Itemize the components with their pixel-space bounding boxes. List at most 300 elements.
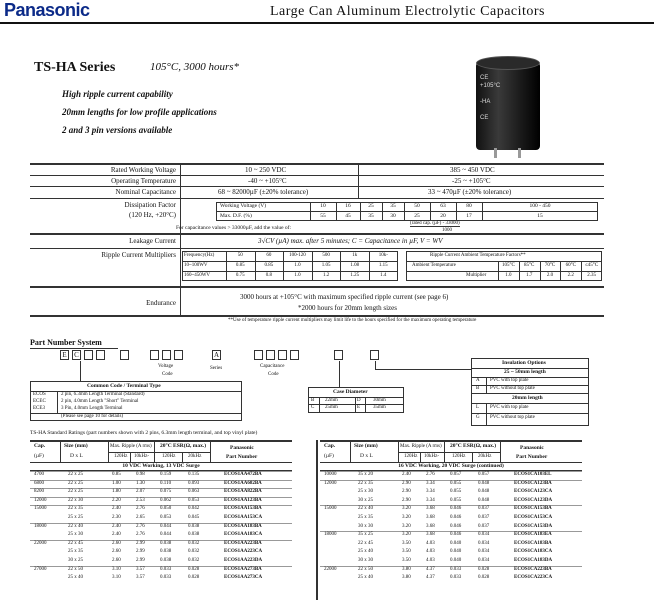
row-r120: 3.10 [112,575,121,581]
capacitor-top [476,56,540,70]
operating-temp-1: -40 ~ +105°C [248,177,287,185]
col-r10k: 10kHz- [134,454,149,459]
row-cap: 6800 [34,480,44,486]
df-voltage: 50 [414,203,420,209]
ratings-rule [108,452,210,453]
row-e20k: 0.028 [188,575,200,581]
col-cap: Cap. [324,443,336,449]
case-c2: D [357,398,361,403]
row-r10k: 4.03 [426,549,435,555]
feature-3: 2 and 3 pin versions available [62,125,173,135]
common-title: Common Code / Terminal Type [87,383,161,389]
row-size: 22 x 40 [68,523,83,529]
ratings-divider [420,452,421,462]
row-r120: 2.40 [402,472,411,477]
case-diameter-table [308,387,404,413]
ripple-freq: 1k [352,253,358,258]
row-part-number: ECOS1AA273BA [224,566,262,572]
row-size: 22 x 45 [358,540,373,546]
row-e20k: 0.032 [188,540,200,546]
cap-label-4: CE [480,115,489,121]
document-title: Large Can Aluminum Electrolytic Capacitors [270,4,546,19]
row-r10k: 3.68 [426,506,435,512]
ripple-freq: 10k- [378,253,388,258]
row-size: 22 x 35 [358,480,373,486]
nominal-cap-1: 68 ~ 82000µF (±20% tolerance) [218,188,309,196]
row-part-number: ECOS1CA223CA [514,575,553,581]
row-e20k: 0.037 [478,506,490,512]
voltage-sub: Code [162,372,173,377]
df-value: 35 [368,213,374,219]
header-rule [0,22,654,24]
row-part-number: ECOS1CA123CA [514,489,553,495]
df-voltage: 100 - 450 [529,203,551,209]
row-size: 25 x 25 [68,515,83,520]
amb-temp: 85°C [524,263,535,268]
ins-desc-g: PVC without top plate [490,415,535,420]
rated-voltage-label: Rated Working Voltage [110,166,176,174]
row-size: 22 x 50 [68,566,83,572]
row-r120: 2.40 [112,532,121,538]
row-part-number: ECOS1CA183EA [514,532,552,538]
row-r10k: 2.65 [136,515,145,520]
row-e120: 0.040 [450,558,462,563]
voltage-label: Voltage [158,364,174,369]
row-e20k: 0.028 [478,575,490,581]
row-part-number: ECOS1AA273CA [224,575,263,581]
col-r10k: 10kHz- [424,454,439,459]
amb-temp: 105°C [501,263,515,268]
ripple-mult: 0.8 [265,273,273,278]
row-part-number: ECOS1CA153DA [514,523,553,529]
row-cap: 15000 [324,506,337,512]
common-code-3: ECE3 [33,406,45,411]
case-c3: C [311,405,315,410]
ratings-divider [398,442,399,462]
df-value: 20 [440,213,446,219]
capacitor-image [476,62,540,150]
row-e120: 0.062 [160,497,172,503]
row-size: 22 x 35 [68,506,83,512]
ratings-divider [154,442,155,462]
ripple-freq: 60 [266,253,272,258]
series-label: Series [210,366,223,371]
df-max-label: Max. D.F. (%) [220,213,252,219]
series-name: TS-HA Series [34,60,116,75]
col-pn-sub: Part Number [226,454,258,460]
operating-temp-label: Operating Temperature [111,177,176,185]
row-r120: 2.40 [112,506,121,512]
row-size: 22 x 25 [68,472,83,477]
row-r120: 3.80 [402,575,411,581]
row-r10k: 4.03 [426,540,435,546]
row-r120: 2.90 [402,497,411,503]
ripple-freq: 100-120 [289,253,306,258]
ratings-divider [350,442,351,462]
row-r120: 3.80 [402,566,411,572]
freq-header: Frequency(Hz) [184,253,215,258]
row-size: 25 x 40 [68,575,83,581]
col-e20k: 20kHz [478,454,492,459]
ratings-divider [500,442,501,462]
row-e20k: 0.135 [188,472,200,477]
pn-box [84,350,93,360]
col-esr: 20°C ESR(Ω, max.) [450,443,497,449]
col-pn: Panasonic [520,445,544,451]
row-e20k: 0.032 [188,558,200,563]
row-e20k: 0.048 [478,489,490,495]
row-e120: 0.044 [160,523,172,529]
row-part-number: ECOS1AA123BA [224,497,262,503]
row-cap: 18000 [34,523,47,529]
row-size: 25 x 35 [358,515,373,520]
right-section-title: 16 VDC Working, 20 VDC Surge (continued) [398,463,504,469]
row-part-number: ECOS1CA103EL [514,472,552,477]
ratings-table [30,440,630,600]
row-part-number: ECOS1CA183DA [514,558,553,563]
series-temp: 105°C, 3000 hours* [150,61,240,73]
row-r10k: 4.03 [426,558,435,563]
row-r10k: 2.76 [136,506,145,512]
row-size: 35 x 25 [358,532,373,538]
row-r10k: 3.34 [426,497,435,503]
operating-temp-2: -25 ~ +105°C [452,177,491,185]
col-ripple: Max. Ripple (A rms) [400,444,442,449]
common-code-2: ECEC [33,399,46,404]
row-r10k: 3.34 [426,489,435,495]
ripple-freq: 50 [237,253,243,258]
col-cap-unit: (µF) [34,453,44,459]
col-size-sub: D x L [70,453,83,459]
row-e120: 0.038 [160,558,172,563]
df-voltage: 25 [368,203,374,209]
row-size: 22 x 50 [358,566,373,572]
row-e20k: 0.038 [188,532,200,538]
pn-box [266,350,275,360]
ripple-label: Ripple Current Multipliers [101,251,176,259]
row-size: 30 x 25 [358,497,373,503]
ratings-divider [108,442,109,462]
row-e20k: 0.053 [188,497,200,503]
row-e20k: 0.038 [188,523,200,529]
row-e120: 0.055 [450,497,462,503]
row-e120: 0.040 [450,549,462,555]
row-cap: 15000 [34,506,47,512]
row-r120: 2.60 [112,558,121,563]
ratings-divider [472,452,473,462]
row-size: 22 x 25 [68,489,83,495]
col-cap: Cap. [34,443,46,449]
df-value: 25 [414,213,420,219]
ins-sub1: 25 ~ 50mm length [504,369,546,375]
row-size: 35 x 20 [358,472,373,477]
capacitor-pin [494,148,497,158]
col-e120: 120Hz [452,454,466,459]
row-e120: 0.159 [160,472,172,477]
row-r10k: 3.57 [136,566,145,572]
row-r120: 2.20 [112,497,121,503]
df-voltage-label: Working Voltage (V) [220,203,267,209]
ratings-rule [398,452,500,453]
ins-sub2: 20mm length [512,395,543,401]
case-d2: 30mm [373,398,386,403]
spec-table [30,163,604,333]
ripple-mult: 1.2 [322,273,330,278]
row-part-number: ECOS1AA223DA [224,558,263,563]
common-code-1: ECOS [33,392,46,397]
df-voltage: 10 [320,203,326,209]
common-note: (Please see page 10 for details) [61,414,124,419]
ins-code-l: L [476,405,480,410]
row-e120: 0.110 [160,480,172,486]
col-e120: 120Hz [162,454,176,459]
ripple-mult: 1.0 [294,273,301,278]
amb-title: Ripple Current Ambient Temperature Factors** [430,253,526,258]
row-part-number: ECOS1AA822BA [224,489,262,495]
amb-label: Ambient Temperature [412,263,456,268]
row-r120: 2.90 [402,489,411,495]
row-part-number: ECOS1AA183BA [224,523,262,529]
row-r120: 3.10 [112,566,121,572]
row-e20k: 0.048 [478,497,490,503]
ratings-divider [130,452,131,462]
pn-box [162,350,171,360]
dissipation-sub: (120 Hz, +20°C) [129,211,176,219]
amb-mult: 2.2 [567,273,574,278]
row-r10k: 2.99 [136,558,145,563]
ripple-mult: 0.85 [264,263,274,268]
amb-mult: 1.0 [505,273,512,278]
row-r10k: 2.99 [136,540,145,546]
ripple-freq: 500 [322,253,330,258]
df-fraction-num: (rated cap. (µF) - 33000) [410,221,460,226]
cap-label-1: CE [480,75,489,81]
row-r10k: 2.99 [136,549,145,555]
col-r120: 120Hz [404,454,418,459]
col-esr: 20°C ESR(Ω, max.) [160,443,207,449]
pn-box [96,350,105,360]
row-part-number: ECOS1CA123BA [514,480,552,486]
row-r10k: 3.68 [426,515,435,520]
df-voltage: 16 [345,203,351,209]
row-r10k: 3.57 [136,575,145,581]
row-cap: 8200 [34,489,44,495]
feature-2: 20mm lengths for low profile applications [62,107,217,117]
row-cap: 12000 [324,480,337,486]
case-d3: 25mm [325,405,338,410]
pn-box [120,350,129,360]
row-part-number: ECOS1AA223CA [224,549,263,555]
insulation-table [471,358,589,426]
row-e20k: 0.042 [188,506,200,512]
row-r10k: 2.76 [136,523,145,529]
col-pn-sub: Part Number [516,454,548,460]
row-size: 25 x 40 [358,575,373,581]
row-r120: 3.20 [402,506,411,512]
df-voltage: 63 [440,203,446,209]
endurance-line2: *2000 hours for 20mm length sizes [298,304,397,312]
pn-box-ins [370,350,379,360]
row-cap: 22000 [34,540,47,546]
row-part-number: ECOS1AA153BA [224,506,262,512]
row-e120: 0.038 [160,549,172,555]
cap-label-2: +105°C [480,83,501,89]
pn-box-case [334,350,343,360]
row-e120: 0.046 [450,523,462,529]
row-r10k: 3.34 [426,480,435,486]
common-desc-3: 3 Pin, 4.0mm Length Terminal [61,406,123,411]
pn-box-c: C [72,350,81,360]
row-e120: 0.046 [450,515,462,520]
row-e120: 0.040 [450,540,462,546]
cap-code-sub: Code [268,372,279,377]
row-e20k: 0.032 [188,549,200,555]
row-r10k: 3.68 [426,523,435,529]
row-size: 22 x 25 [68,480,83,486]
row-r120: 3.20 [402,532,411,538]
row-size: 25 x 30 [68,532,83,538]
row-r120: 3.50 [402,540,411,546]
row-e20k: 0.034 [478,532,490,538]
row-r120: 3.20 [402,523,411,529]
row-e20k: 0.034 [478,540,490,546]
df-note: For capacitance values > 33000µF, add the value of: [176,225,292,231]
df-value: 45 [345,213,351,219]
ratings-divider [210,442,211,462]
row-part-number: ECOS1CA153BA [514,506,552,512]
row-e20k: 0.045 [188,515,200,520]
row-e20k: 0.037 [478,523,490,529]
row-e120: 0.033 [450,575,462,581]
ins-desc-b: PVC without top plate [490,386,535,391]
row-r10k: 4.37 [426,566,435,572]
row-size: 30 x 25 [68,558,83,563]
ripple-mult: 1.0 [294,263,301,268]
row-size: 25 x 30 [358,489,373,495]
row-r10k: 4.37 [426,575,435,581]
nominal-cap-label: Nominal Capacitance [115,188,176,196]
row-size: 25 x 35 [68,549,83,555]
col-size: Size (mm) [354,443,378,449]
ins-desc-l: PVC with top plate [490,405,529,410]
row-size: 22 x 40 [358,506,373,512]
cap-label-3: -HA [480,99,491,105]
row-r120: 2.90 [402,480,411,486]
dissipation-label: Dissipation Factor [124,201,176,209]
row-e20k: 0.028 [478,566,490,572]
pn-box [278,350,287,360]
row-part-number: ECOS1CA183BA [514,540,552,546]
row-e120: 0.033 [450,566,462,572]
row-e20k: 0.063 [188,489,200,495]
rated-voltage-1: 10 ~ 250 VDC [245,166,287,174]
nominal-cap-2: 33 ~ 470µF (±20% tolerance) [428,188,512,196]
row-r120: 3.50 [402,549,411,555]
ratings-rule [320,440,582,442]
col-ripple: Max. Ripple (A rms) [110,444,152,449]
row-cap: 4700 [34,472,44,477]
col-cap-unit: (µF) [324,453,334,459]
row-r120: 2.40 [112,523,121,529]
row-cap: 18000 [324,532,337,538]
row-size: 30 x 30 [358,558,373,563]
case-c4: E [357,405,361,410]
pn-box [150,350,159,360]
df-value: 15 [537,213,543,219]
pn-box [174,350,183,360]
row-e120: 0.055 [450,489,462,495]
ratings-center-divider [316,440,318,600]
row-e20k: 0.057 [478,472,490,477]
row-cap: 27000 [34,566,47,572]
row-part-number: ECOS1AA223BA [224,540,262,546]
endurance-label: Endurance [146,299,176,307]
row-e120: 0.075 [160,489,172,495]
row-e20k: 0.093 [188,480,200,486]
row-size: 22 x 30 [68,497,83,503]
row-e20k: 0.034 [478,558,490,563]
row-r10k: 2.07 [136,489,145,495]
ripple-mult: 0.85 [235,263,245,268]
row-part-number: ECOS1AA682BA [224,480,262,486]
pn-box [290,350,299,360]
amb-temp: 60°C [565,263,576,268]
col-e20k: 20kHz [188,454,202,459]
row-e20k: 0.034 [478,549,490,555]
ripple-range-2: 160~450WV [184,273,211,278]
row-e120: 0.046 [450,506,462,512]
row-part-number: ECOS1AA472BA [224,472,262,477]
ripple-mult: 1.05 [321,263,331,268]
ripple-mult: 1.25 [350,273,360,278]
df-fraction-den: 1000 [442,228,452,233]
common-code-table [30,381,242,421]
left-section-title: 10 VDC Working, 13 VDC Surge [122,463,200,469]
row-cap: 12000 [34,497,47,503]
common-desc-2: 2 pin, 4.0mm Length "Short" Terminal [61,399,139,404]
pn-box-e: E [60,350,69,360]
row-r10k: 3.68 [426,532,435,538]
row-e120: 0.038 [160,540,172,546]
leakage-label: Leakage Current [129,237,176,245]
ratings-divider [182,452,183,462]
row-e120: 0.046 [450,532,462,538]
col-r120: 120Hz [114,454,128,459]
row-part-number: ECOS1CA183CA [514,549,553,555]
amb-mult: 2.35 [587,273,596,278]
ins-title: Insulation Options [502,360,546,366]
row-part-number: ECOS1CA123DA [514,497,553,503]
col-size-sub: D x L [360,453,373,459]
row-r10k: 0.98 [136,472,145,477]
row-part-number: ECOS1AA183CA [224,532,263,538]
ripple-range-1: 10~100WV [184,263,208,268]
case-c1: B [311,398,315,403]
row-r120: 3.20 [402,515,411,520]
row-size: 22 x 45 [68,540,83,546]
df-voltage: 35 [390,203,396,209]
row-e120: 0.033 [160,575,172,581]
cap-code-label: Capacitance [260,364,285,369]
endurance-line1: 3000 hours at +105°C with maximum specified ripple current (see page 6) [240,293,449,301]
ins-code-a: A [476,378,480,383]
ratings-title: TS-HA Standard Ratings (part numbers shown with 2 pins, 6.3mm length terminal, and top vinyl plate) [30,430,258,436]
df-value: 30 [390,213,396,219]
ins-desc-a: PVC with top plate [490,378,529,383]
case-title: Case Diameter [333,389,368,395]
amb-mult: 1.7 [526,273,533,278]
feature-1: High ripple current capability [62,89,173,99]
